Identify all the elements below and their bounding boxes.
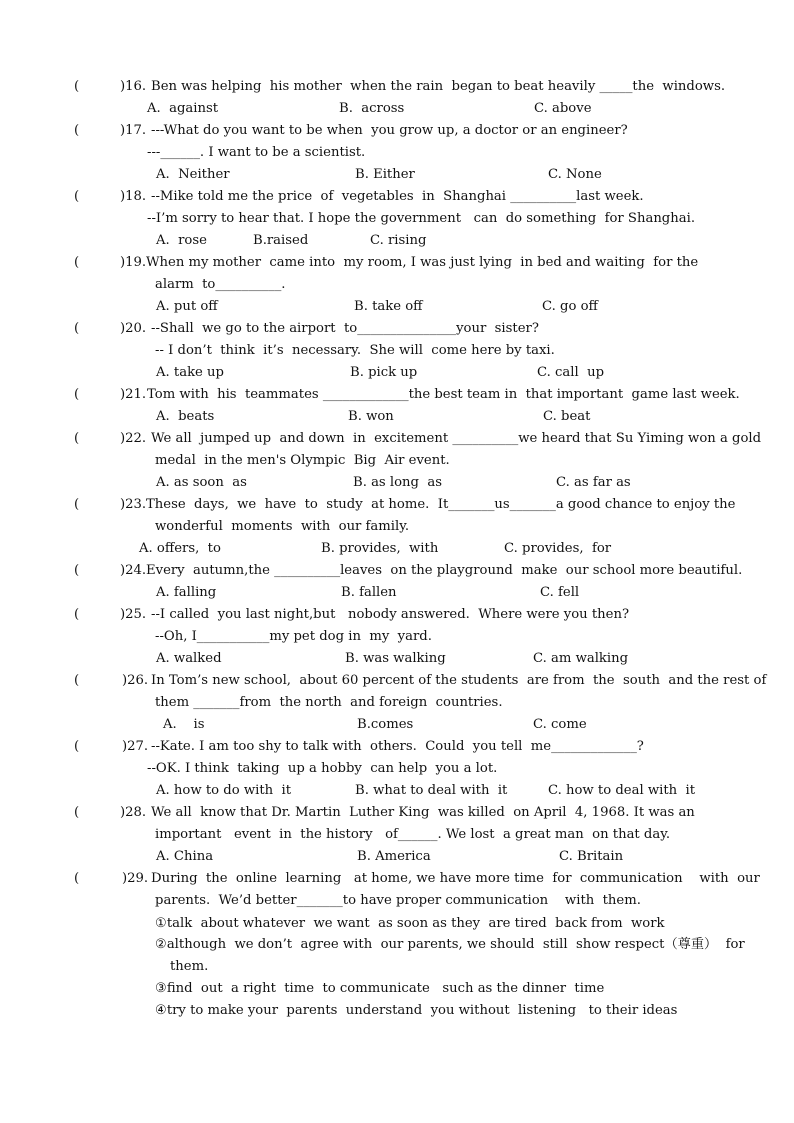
question-21-option-b[interactable]: B. won [348,409,394,424]
question-number-25: )25. [120,607,147,622]
question-number-19: )19. [120,255,147,270]
question-29-choice-4: ④try to make your parents understand you without listening to their ideas [155,1003,678,1018]
question-24-option-b[interactable]: B. fallen [341,585,397,600]
answer-paren-29[interactable]: ( [74,871,80,886]
question-number-16: )16. [120,79,147,94]
question-26-option-b[interactable]: B.comes [357,717,414,732]
question-number-20: )20. [120,321,147,336]
question-20-option-c[interactable]: C. call up [537,365,605,380]
answer-paren-22[interactable]: ( [74,431,80,446]
question-25-line-1: --I called you last night,but nobody answered. Where were you then? [151,607,630,622]
question-number-28: )28. [120,805,147,820]
question-19-line-2: alarm to__________. [155,277,286,292]
answer-paren-20[interactable]: ( [74,321,80,336]
question-22-line-1: We all jumped up and down in excitement __________we heard that Su Yiming won a gold [151,431,762,446]
question-23-line-2: wonderful moments with our family. [155,519,410,534]
question-21-option-c[interactable]: C. beat [543,409,591,424]
question-28-option-c[interactable]: C. Britain [559,849,624,864]
question-26-option-a[interactable]: A. is [163,717,205,732]
answer-paren-16[interactable]: ( [74,79,80,94]
question-18-line-2: --I’m sorry to hear that. I hope the government can do something for Shanghai. [147,211,696,226]
question-16-option-b[interactable]: B. across [339,101,405,116]
question-25-line-2: --Oh, I___________my pet dog in my yard. [155,629,432,644]
question-number-29: )29. [122,871,149,886]
question-number-21: )21. [120,387,147,402]
question-21-line-1: Tom with his teammates _____________the best team in that important game last week. [147,387,740,402]
question-number-24: )24. [120,563,147,578]
question-16-line-1: Ben was helping his mother when the rain began to beat heavily _____the windows. [151,79,726,94]
question-24-line-1: Every autumn,the __________leaves on the playground make our school more beautiful. [146,563,743,578]
question-17-option-c[interactable]: C. None [548,167,602,182]
question-26-line-1: In Tom’s new school, about 60 percent of the students are from the south and the rest of [151,673,767,688]
question-27-option-b[interactable]: B. what to deal with it [355,783,508,798]
question-20-line-1: --Shall we go to the airport to_______________your sister? [151,321,539,336]
question-19-option-c[interactable]: C. go off [542,299,598,314]
question-24-option-a[interactable]: A. falling [156,585,217,600]
question-number-22: )22. [120,431,147,446]
question-19-option-b[interactable]: B. take off [354,299,423,314]
question-29-choice-2-cont: them. [170,959,209,974]
question-24-option-c[interactable]: C. fell [540,585,580,600]
answer-paren-27[interactable]: ( [74,739,80,754]
question-17-line-2: ---______. I want to be a scientist. [147,145,366,160]
question-18-line-1: --Mike told me the price of vegetables in Shanghai __________last week. [151,189,644,204]
question-28-line-2: important event in the history of______. We lost a great man on that day. [155,827,671,842]
question-20-option-b[interactable]: B. pick up [350,365,418,380]
question-number-18: )18. [120,189,147,204]
question-number-23: )23. [120,497,147,512]
question-number-26: )26. [122,673,149,688]
question-20-option-a[interactable]: A. take up [156,365,224,380]
question-25-option-b[interactable]: B. was walking [345,651,446,666]
answer-paren-21[interactable]: ( [74,387,80,402]
question-23-option-a[interactable]: A. offers, to [139,541,221,556]
question-23-option-b[interactable]: B. provides, with [321,541,439,556]
question-17-option-a[interactable]: A. Neither [156,167,230,182]
question-26-option-c[interactable]: C. come [533,717,587,732]
question-22-line-2: medal in the men's Olympic Big Air event. [155,453,450,468]
question-23-option-c[interactable]: C. provides, for [504,541,612,556]
question-29-choice-2: ②although we don’t agree with our parents, we should still show respect（尊重） for [155,937,745,952]
question-16-option-a[interactable]: A. against [147,101,219,116]
question-16-option-c[interactable]: C. above [534,101,592,116]
question-29-line-2: parents. We’d better_______to have proper communication with them. [155,893,641,908]
question-19-line-1: When my mother came into my room, I was just lying in bed and waiting for the [146,255,699,270]
question-27-line-2: --OK. I think taking up a hobby can help you a lot. [147,761,498,776]
question-17-line-1: ---What do you want to be when you grow up, a doctor or an engineer? [151,123,628,138]
question-18-option-a[interactable]: A. rose [156,233,207,248]
question-26-line-2: them _______from the north and foreign countries. [155,695,503,710]
question-29-choice-1: ①talk about whatever we want as soon as they are tired back from work [155,916,665,931]
question-20-line-2: -- I don’t think it’s necessary. She will come here by taxi. [155,343,555,358]
question-25-option-c[interactable]: C. am walking [533,651,629,666]
question-29-choice-3: ③find out a right time to communicate such as the dinner time [155,981,605,996]
question-28-line-1: We all know that Dr. Martin Luther King was killed on April 4, 1968. It was an [151,805,695,820]
question-19-option-a[interactable]: A. put off [156,299,218,314]
question-23-line-1: These days, we have to study at home. It_______us_______a good chance to enjoy the [146,497,736,512]
question-25-option-a[interactable]: A. walked [156,651,222,666]
question-18-option-c[interactable]: C. rising [370,233,427,248]
question-21-option-a[interactable]: A. beats [156,409,215,424]
answer-paren-23[interactable]: ( [74,497,80,512]
question-17-option-b[interactable]: B. Either [355,167,415,182]
question-28-option-b[interactable]: B. America [357,849,431,864]
question-27-option-c[interactable]: C. how to deal with it [548,783,696,798]
answer-paren-19[interactable]: ( [74,255,80,270]
answer-paren-18[interactable]: ( [74,189,80,204]
question-18-option-b[interactable]: B.raised [253,233,309,248]
answer-paren-28[interactable]: ( [74,805,80,820]
question-22-option-b[interactable]: B. as long as [353,475,443,490]
answer-paren-17[interactable]: ( [74,123,80,138]
question-28-option-a[interactable]: A. China [156,849,214,864]
answer-paren-26[interactable]: ( [74,673,80,688]
question-number-17: )17. [120,123,147,138]
question-27-option-a[interactable]: A. how to do with it [156,783,292,798]
answer-paren-24[interactable]: ( [74,563,80,578]
question-29-line-1: During the online learning at home, we have more time for communication with our [151,871,760,886]
question-27-line-1: --Kate. I am too shy to talk with others. Could you tell me_____________? [151,739,644,754]
question-22-option-c[interactable]: C. as far as [556,475,631,490]
question-number-27: )27. [122,739,149,754]
question-22-option-a[interactable]: A. as soon as [156,475,247,490]
answer-paren-25[interactable]: ( [74,607,80,622]
